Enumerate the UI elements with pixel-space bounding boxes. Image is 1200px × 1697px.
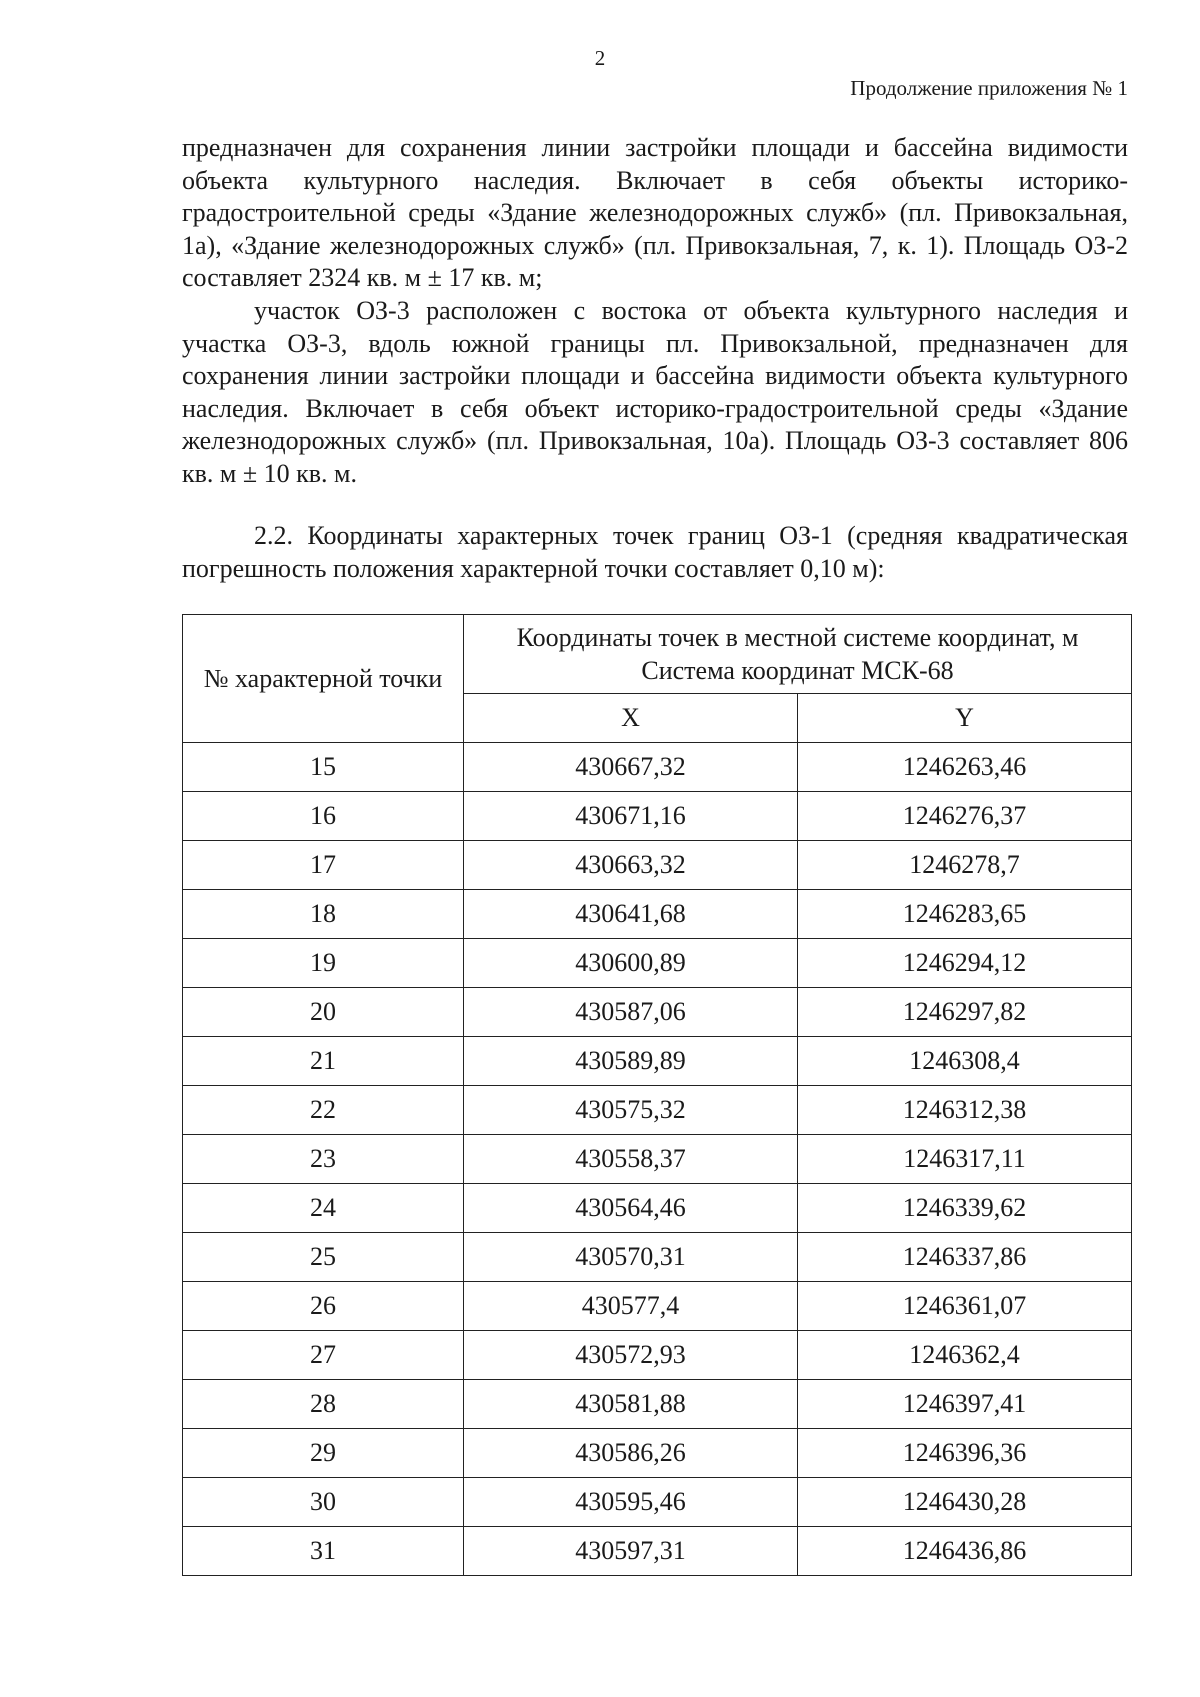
- appendix-note: Продолжение приложения № 1: [850, 76, 1128, 100]
- cell-y: 1246337,86: [798, 1233, 1132, 1282]
- cell-x: 430586,26: [464, 1429, 798, 1478]
- cell-x: 430558,37: [464, 1135, 798, 1184]
- cell-x: 430667,32: [464, 743, 798, 792]
- cell-point-number: 28: [183, 1380, 464, 1429]
- table-row: [183, 1429, 1132, 1478]
- table-row: [183, 1331, 1132, 1380]
- table-row: [183, 1086, 1132, 1135]
- cell-point-number: 16: [183, 792, 464, 841]
- header-coordinate-system: [464, 615, 1132, 694]
- cell-point-number: 19: [183, 939, 464, 988]
- paragraph-section-2-2: [182, 520, 1128, 585]
- cell-x: 430581,88: [464, 1380, 798, 1429]
- cell-y: 1246312,38: [798, 1086, 1132, 1135]
- page-number: 2: [594, 46, 606, 70]
- cell-y: 1246396,36: [798, 1429, 1132, 1478]
- table-row: [183, 1135, 1132, 1184]
- table-row: [183, 841, 1132, 890]
- cell-y: 1246436,86: [798, 1527, 1132, 1576]
- cell-x: 430671,16: [464, 792, 798, 841]
- cell-y: 1246397,41: [798, 1380, 1132, 1429]
- cell-point-number: 29: [183, 1429, 464, 1478]
- cell-point-number: 21: [183, 1037, 464, 1086]
- cell-y: 1246317,11: [798, 1135, 1132, 1184]
- table-row: [183, 1527, 1132, 1576]
- table-row: [183, 988, 1132, 1037]
- paragraph-text: предназначен для сохранения линии застройки площади и бассейна видимости объекта культурного наследия. Включает в себя объекты историко-градостроительной среды «Здание железнодорожных служб» (пл. Привокзальная, 1а), «Здание железнодорожных служб» (пл. Привокзальная, 7, к. 1). Площадь ОЗ-2 составляет 2324 кв. м ± 17 кв. м;: [182, 133, 1128, 292]
- header-system-line1: Координаты точек в местной системе координат, м: [516, 623, 1079, 652]
- header-y: Y: [798, 694, 1132, 743]
- table-row: [183, 1478, 1132, 1527]
- paragraph-text: участок ОЗ-3 расположен с востока от объекта культурного наследия и участка ОЗ-3, вдоль южной границы пл. Привокзальной, предназначен для сохранения линии застройки площади и бассейна видимости объекта культурного наследия. Включает в себя объект историко-градостроительной среды «Здание железнодорожных служб» (пл. Привокзальная, 10а). Площадь ОЗ-3 составляет 806 кв. м ± 10 кв. м.: [182, 296, 1128, 488]
- paragraph-oz2-continuation: [182, 132, 1128, 295]
- cell-y: 1246297,82: [798, 988, 1132, 1037]
- cell-x: 430641,68: [464, 890, 798, 939]
- cell-y: 1246362,4: [798, 1331, 1132, 1380]
- cell-x: 430595,46: [464, 1478, 798, 1527]
- cell-x: 430577,4: [464, 1282, 798, 1331]
- cell-point-number: 17: [183, 841, 464, 890]
- cell-y: 1246276,37: [798, 792, 1132, 841]
- cell-y: 1246361,07: [798, 1282, 1132, 1331]
- table-row: [183, 743, 1132, 792]
- cell-point-number: 18: [183, 890, 464, 939]
- cell-point-number: 30: [183, 1478, 464, 1527]
- cell-y: 1246308,4: [798, 1037, 1132, 1086]
- header-point-number: № характерной точки: [183, 615, 464, 743]
- cell-x: 430663,32: [464, 841, 798, 890]
- table-header: [183, 615, 1132, 743]
- header-x: X: [464, 694, 798, 743]
- section-heading-text: 2.2. Координаты характерных точек границ ОЗ-1 (средняя квадратическая погрешность положения характерной точки составляет 0,10 м):: [182, 521, 1128, 583]
- cell-point-number: 22: [183, 1086, 464, 1135]
- cell-x: 430564,46: [464, 1184, 798, 1233]
- table-row: [183, 1184, 1132, 1233]
- table-row: [183, 939, 1132, 988]
- cell-point-number: 31: [183, 1527, 464, 1576]
- table-row: [183, 1380, 1132, 1429]
- cell-x: 430600,89: [464, 939, 798, 988]
- table-row: [183, 1233, 1132, 1282]
- cell-point-number: 27: [183, 1331, 464, 1380]
- table-row: [183, 792, 1132, 841]
- cell-x: 430575,32: [464, 1086, 798, 1135]
- cell-y: 1246283,65: [798, 890, 1132, 939]
- cell-point-number: 20: [183, 988, 464, 1037]
- cell-y: 1246430,28: [798, 1478, 1132, 1527]
- cell-y: 1246294,12: [798, 939, 1132, 988]
- cell-point-number: 23: [183, 1135, 464, 1184]
- cell-y: 1246278,7: [798, 841, 1132, 890]
- cell-y: 1246339,62: [798, 1184, 1132, 1233]
- cell-x: 430597,31: [464, 1527, 798, 1576]
- cell-point-number: 15: [183, 743, 464, 792]
- table-row: [183, 890, 1132, 939]
- cell-point-number: 24: [183, 1184, 464, 1233]
- cell-point-number: 25: [183, 1233, 464, 1282]
- cell-point-number: 26: [183, 1282, 464, 1331]
- cell-x: 430589,89: [464, 1037, 798, 1086]
- cell-y: 1246263,46: [798, 743, 1132, 792]
- table-row: [183, 1037, 1132, 1086]
- table-body: [183, 743, 1132, 1576]
- cell-x: 430570,31: [464, 1233, 798, 1282]
- cell-x: 430572,93: [464, 1331, 798, 1380]
- table-row: [183, 1282, 1132, 1331]
- header-system-line2: Система координат МСК-68: [641, 656, 954, 685]
- paragraph-oz3: [182, 295, 1128, 490]
- cell-x: 430587,06: [464, 988, 798, 1037]
- coordinates-table: [182, 614, 1132, 1576]
